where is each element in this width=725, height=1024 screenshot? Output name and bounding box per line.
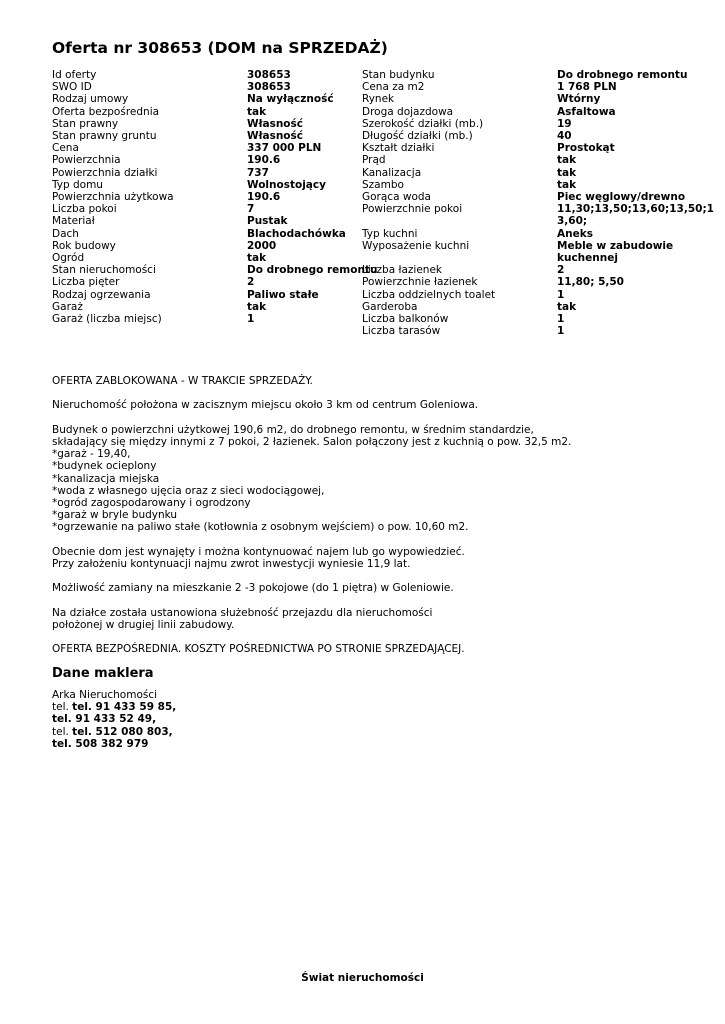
detail-row — [52, 240, 362, 252]
detail-label: Garaż — [52, 300, 83, 313]
detail-label: Rynek — [362, 93, 395, 106]
detail-value: Na wyłączność — [247, 93, 334, 106]
detail-value: Asfaltowa — [557, 105, 616, 118]
detail-value: Własność — [247, 130, 303, 143]
detail-label: Prąd — [362, 154, 386, 167]
detail-row — [52, 179, 362, 191]
detail-row — [362, 167, 725, 179]
detail-value: 1 — [557, 313, 565, 326]
detail-row — [52, 215, 362, 227]
detail-value: Piec węglowy/drewno — [557, 191, 686, 204]
detail-value: Własność — [247, 117, 303, 130]
description-paragraph: Budynek o powierzchni użytkowej 190,6 m2, do drobnego remontu, w średnim standardzie, składający się między innymi z 7 pokoi, 2 łazienek. Salon połączony jest z kuchnią o pow. 32,5 m2. *garaż - 19,40, *budynek ocieplony *kanalizacja miejska *woda z własnego ujęcia oraz z sieci wodociągowej, *ogród zagospodarowany i ogrodzony *garaż w bryle budynku *ogrzewanie na paliwo stałe (kotłownia z osobnym wejściem) o pow. 10,60 m2. — [52, 423, 572, 534]
agent-phone-4 — [52, 738, 176, 750]
detail-value: Wtórny — [557, 93, 601, 106]
description-paragraph: Nieruchomość położona w zacisznym miejscu około 3 km od centrum Goleniowa. — [52, 399, 479, 412]
details-right-column — [362, 69, 725, 337]
detail-value: 190.6 — [247, 191, 281, 204]
description-paragraph: Na działce została ustanowiona służebność przejazdu dla nieruchomości położonej w drugiej linii zabudowy. — [52, 606, 433, 631]
detail-label: Cena — [52, 142, 79, 155]
detail-value: Do drobnego remontu — [247, 264, 378, 277]
detail-row — [362, 142, 725, 154]
detail-label: Typ kuchni — [362, 227, 418, 240]
page-title: Oferta nr 308653 (DOM na SPRZEDAŻ) — [52, 39, 388, 57]
detail-row — [52, 142, 362, 154]
detail-row — [52, 203, 362, 215]
detail-value: Blachodachówka — [247, 227, 346, 240]
detail-value: Prostokąt — [557, 142, 615, 155]
detail-value: tak — [557, 300, 577, 313]
detail-row — [362, 301, 725, 313]
detail-value: 1 — [557, 288, 565, 301]
detail-row — [362, 240, 725, 264]
detail-label: Dach — [52, 227, 79, 240]
detail-label: Rok budowy — [52, 239, 116, 252]
detail-row — [52, 81, 362, 93]
detail-row — [52, 301, 362, 313]
footer-brand: Świat nieruchomości — [301, 972, 424, 984]
detail-label: Droga dojazdowa — [362, 105, 454, 118]
detail-label: Szerokość działki (mb.) — [362, 117, 484, 130]
detail-label: Rodzaj umowy — [52, 93, 129, 106]
detail-label: Powierzchnie pokoi — [362, 203, 463, 216]
detail-label: Liczba pięter — [52, 276, 120, 289]
detail-label: Powierzchnia — [52, 154, 121, 167]
detail-row — [362, 69, 725, 81]
detail-row — [362, 191, 725, 203]
detail-label: Stan prawny — [52, 117, 119, 130]
agent-phone-1 — [52, 701, 176, 713]
detail-row — [52, 252, 362, 264]
detail-label: Garaż (liczba miejsc) — [52, 313, 162, 326]
description-paragraph: OFERTA ZABLOKOWANA - W TRAKCIE SPRZEDAŻY. — [52, 375, 313, 387]
detail-row — [362, 130, 725, 142]
detail-row — [52, 167, 362, 179]
detail-value: Pustak — [247, 215, 288, 228]
detail-label: Długość działki (mb.) — [362, 130, 473, 143]
description-paragraph: OFERTA BEZPOŚREDNIA. KOSZTY POŚREDNICTWA PO STRONIE SPRZEDAJĄCEJ. — [52, 643, 465, 656]
detail-row — [362, 325, 725, 337]
phone-number[interactable]: tel. 508 382 979 — [52, 737, 149, 750]
detail-label: Oferta bezpośrednia — [52, 105, 160, 118]
detail-label: Kanalizacja — [362, 166, 422, 179]
detail-row — [362, 276, 725, 288]
detail-label: SWO ID — [52, 81, 92, 94]
detail-value: Meble w zabudowie kuchennej — [557, 239, 674, 265]
detail-value: 11,30;13,50;13,60;13,50;13,60; — [557, 203, 714, 228]
detail-value: tak — [557, 166, 577, 179]
detail-label: Rodzaj ogrzewania — [52, 288, 151, 301]
detail-value: 190.6 — [247, 154, 281, 167]
detail-value: 1 — [247, 313, 255, 326]
detail-value: 308653 — [247, 69, 291, 81]
description-paragraph: Obecnie dom jest wynajęty i można kontynuować najem lub go wypowiedzieć. Przy założeniu kontynuacji najmu zwrot inwestycji wyniesie 11,9 lat. — [52, 545, 465, 570]
phone-prefix: tel. — [52, 701, 73, 714]
detail-label: Liczba balkonów — [362, 313, 449, 326]
detail-row — [362, 264, 725, 276]
detail-row — [52, 69, 362, 81]
detail-value: tak — [557, 154, 577, 167]
detail-label: Wyposażenie kuchni — [362, 239, 470, 252]
detail-value: 337 000 PLN — [247, 142, 322, 155]
detail-row — [52, 289, 362, 301]
detail-row — [52, 118, 362, 130]
detail-value: tak — [247, 105, 267, 118]
detail-label: Liczba oddzielnych toalet — [362, 288, 496, 301]
agent-phone-3 — [52, 726, 176, 738]
detail-row — [362, 81, 725, 93]
agent-heading: Dane maklera — [52, 666, 154, 681]
detail-label: Powierzchnia działki — [52, 166, 158, 179]
phone-prefix: tel. — [52, 725, 73, 738]
detail-value: tak — [247, 252, 267, 265]
detail-value: tak — [557, 178, 577, 191]
detail-value: 2 — [557, 264, 565, 277]
detail-label: Szambo — [362, 178, 404, 191]
detail-row — [362, 154, 725, 166]
detail-row — [52, 276, 362, 288]
detail-row — [362, 179, 725, 191]
detail-value: 1 — [557, 325, 565, 338]
phone-number[interactable]: tel. 91 433 59 85, — [72, 701, 177, 714]
phone-number[interactable]: tel. 91 433 52 49, — [52, 713, 157, 726]
detail-row — [52, 130, 362, 142]
detail-label: Cena za m2 — [362, 81, 425, 94]
detail-label: Powierzchnie łazienek — [362, 276, 478, 289]
detail-value: 737 — [247, 166, 269, 179]
detail-row — [52, 228, 362, 240]
detail-label: Typ domu — [52, 178, 103, 191]
description-paragraph: Możliwość zamiany na mieszkanie 2 -3 pokojowe (do 1 piętra) w Goleniowie. — [52, 582, 454, 595]
detail-value: 7 — [247, 203, 255, 216]
detail-value: Paliwo stałe — [247, 288, 319, 301]
detail-row — [362, 313, 725, 325]
detail-label: Liczba pokoi — [52, 203, 117, 216]
detail-label: Stan nieruchomości — [52, 264, 156, 277]
agent-phone-2 — [52, 713, 176, 725]
detail-row — [52, 154, 362, 166]
detail-row — [52, 191, 362, 203]
detail-value: tak — [247, 300, 267, 313]
detail-value: 2000 — [247, 239, 277, 252]
detail-value: 19 — [557, 117, 572, 130]
detail-label: Materiał — [52, 215, 95, 228]
detail-label: Garderoba — [362, 300, 418, 313]
detail-value: Do drobnego remontu — [557, 69, 688, 81]
detail-label: Stan prawny gruntu — [52, 130, 157, 143]
detail-value: 1 768 PLN — [557, 81, 617, 94]
detail-row — [52, 264, 378, 277]
detail-row — [362, 289, 725, 301]
detail-value: Wolnostojący — [247, 178, 326, 191]
detail-value: Aneks — [557, 227, 593, 240]
detail-row — [52, 313, 362, 325]
detail-value: 2 — [247, 276, 255, 289]
detail-label: Liczba łazienek — [362, 264, 442, 277]
detail-row — [362, 106, 725, 118]
detail-label: Kształt działki — [362, 142, 435, 155]
agent-company: Arka Nieruchomości — [52, 689, 158, 701]
detail-row — [362, 228, 725, 240]
detail-value: 11,80; 5,50 — [557, 276, 624, 289]
detail-label: Powierzchnia użytkowa — [52, 191, 174, 204]
detail-row — [362, 203, 725, 227]
detail-row — [52, 93, 362, 105]
detail-label: Id oferty — [52, 69, 97, 81]
detail-label: Gorąca woda — [362, 191, 431, 204]
detail-label: Liczba tarasów — [362, 325, 441, 338]
detail-value: 308653 — [247, 81, 291, 94]
offer-description — [52, 375, 692, 668]
detail-row — [362, 118, 725, 130]
detail-label: Ogród — [52, 252, 85, 265]
detail-row — [52, 106, 362, 118]
phone-number[interactable]: tel. 512 080 803, — [72, 725, 173, 738]
detail-value: 40 — [557, 130, 572, 143]
detail-label: Stan budynku — [362, 69, 435, 81]
detail-row — [362, 93, 725, 105]
agent-info — [52, 689, 176, 750]
